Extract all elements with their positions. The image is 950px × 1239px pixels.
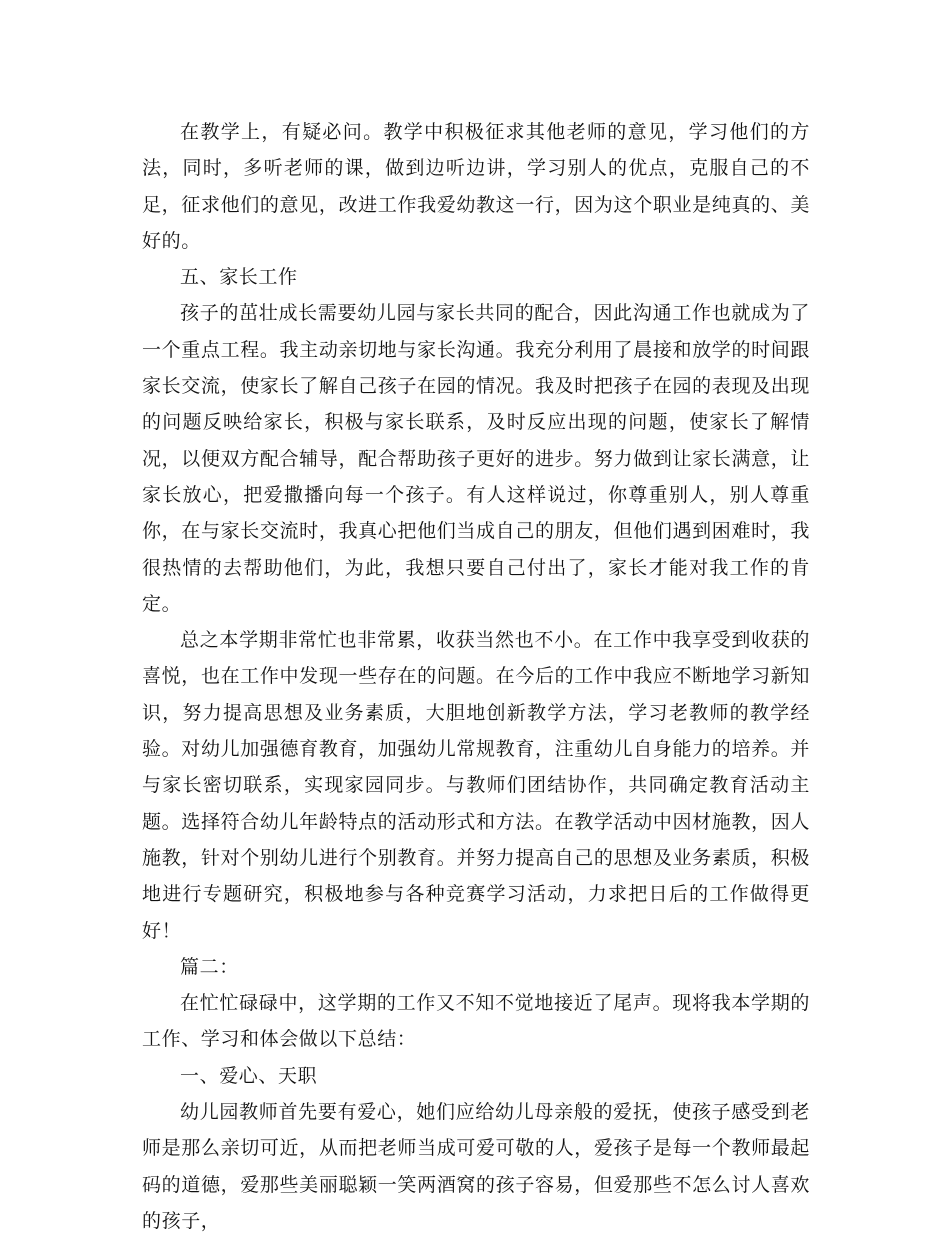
heading-part-two: 篇二： [180,955,239,978]
heading-parent-work: 五、家长工作 [180,266,298,289]
heading-love-duty: 一、爱心、天职 [180,1064,318,1087]
paragraph-summary: 总之本学期非常忙也非常累，收获当然也不小。在工作中我享受到收获的喜悦，也在工作中发现一些存在的问题。在今后的工作中我应不断地学习新知识，努力提高思想及业务素质，大胆地创新教学方法，学习老教师的教学经验。对幼儿加强德育教育，加强幼儿常规教育，注重幼儿自身能力的培养。并与家长密切联系，实现家园同步。与教师们团结协作，共同确定教育活动主题。选择符合幼儿年龄特点的活动形式和方法。在教学活动中因材施教，因人施教，针对个别幼儿进行个别教育。并努力提高自己的思想及业务素质，积极地进行专题研究，积极地参与各种竞赛学习活动，力求把日后的工作做得更好！ [142,629,810,942]
paragraph-parent-work: 孩子的茁壮成长需要幼儿园与家长共同的配合，因此沟通工作也就成为了一个重点工程。我主动亲切地与家长沟通。我充分利用了晨接和放学的时间跟家长交流，使家长了解自己孩子在园的情况。我及时把孩子在园的表现及出现的问题反映给家长，积极与家长联系，及时反应出现的问题，使家长了解情况，以便双方配合辅导，配合帮助孩子更好的进步。努力做到让家长满意，让家长放心，把爱撒播向每一个孩子。有人这样说过，你尊重别人，别人尊重你，在与家长交流时，我真心把他们当成自己的朋友，但他们遇到困难时，我很热情的去帮助他们，为此，我想只要自己付出了，家长才能对我工作的肯定。 [142,302,810,615]
paragraph-love-duty: 幼儿园教师首先要有爱心，她们应给幼儿母亲般的爱抚，使孩子感受到老师是那么亲切可近，从而把老师当成可爱可敬的人，爱孩子是每一个教师最起码的道德，爱那些美丽聪颖一笑两酒窝的孩子容易，但爱那些不怎么讨人喜欢的孩子， [142,1101,810,1232]
document-body [142,114,810,1239]
paragraph-teaching: 在教学上，有疑必问。教学中积极征求其他老师的意见，学习他们的方法，同时，多听老师的课，做到边听边讲，学习别人的优点，克服自己的不足，征求他们的意见，改进工作我爱幼教这一行，因为这个职业是纯真的、美好的。 [142,121,810,252]
paragraph-intro-part-two: 在忙忙碌碌中，这学期的工作又不知不觉地接近了尾声。现将我本学期的工作、学习和体会做以下总结： [142,992,810,1051]
